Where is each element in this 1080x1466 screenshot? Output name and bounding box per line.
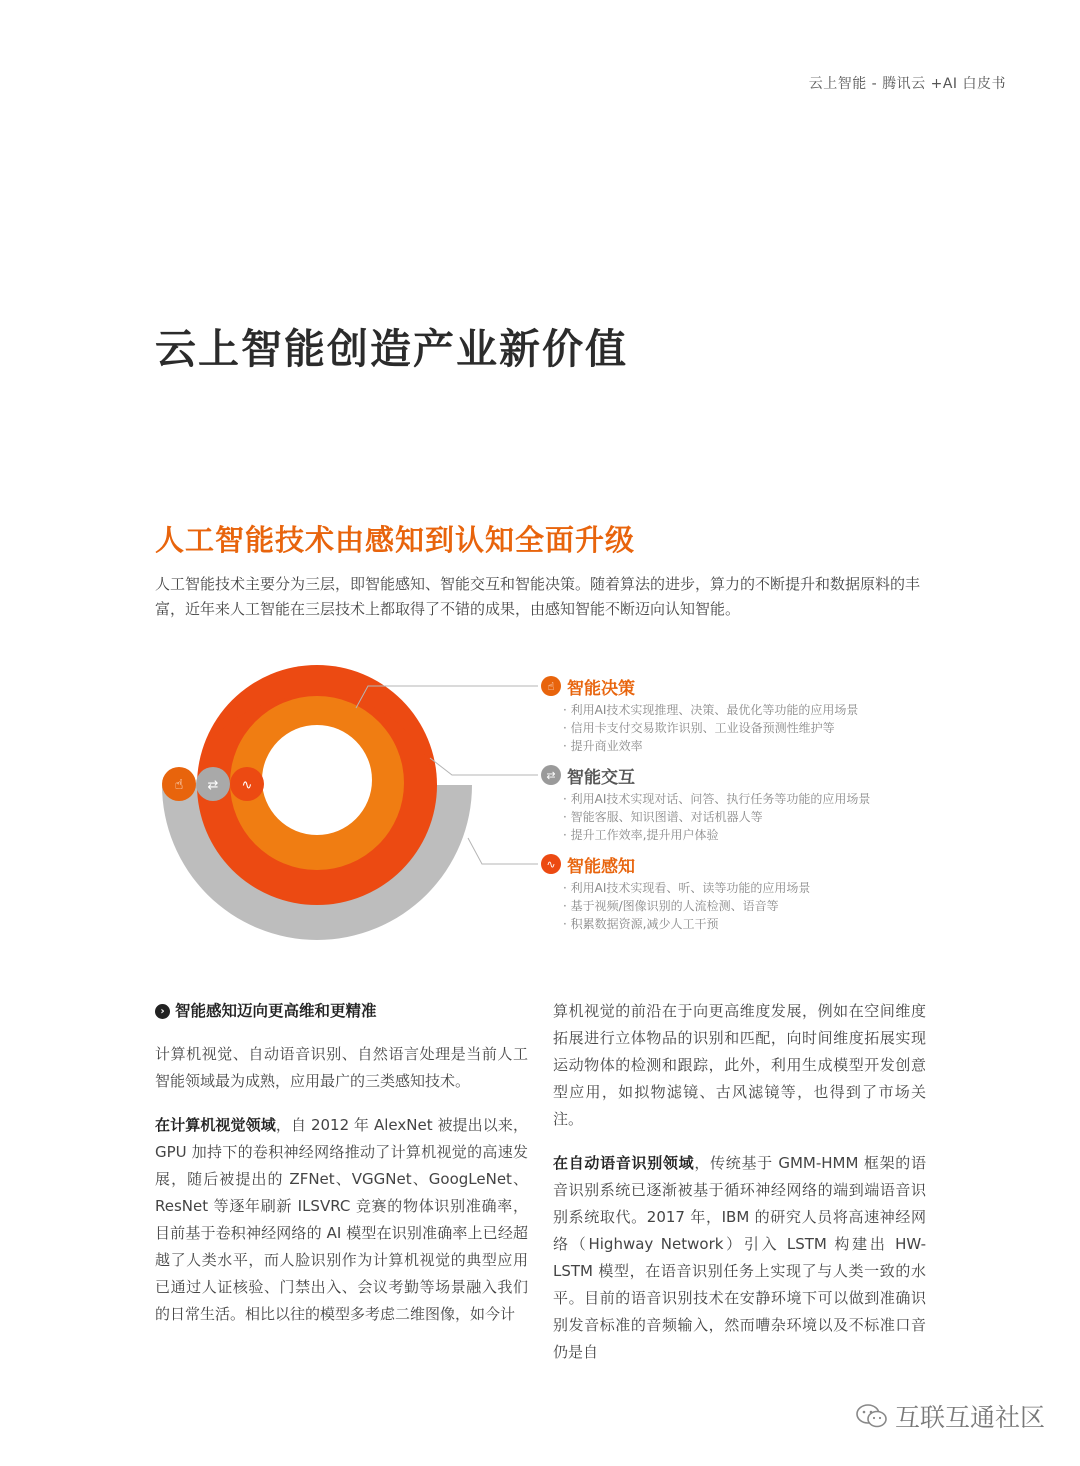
- watermark: [855, 1398, 1045, 1434]
- diagram-hole: [262, 725, 372, 835]
- chevron-right-icon: ›: [155, 1004, 170, 1019]
- bold-lead: 在自动语音识别领域: [553, 1154, 695, 1172]
- section-title: 人工智能技术由感知到认知全面升级: [155, 523, 636, 557]
- paragraph: 计算机视觉、自动语音识别、自然语言处理是当前人工智能领域最为成熟，应用最广的三类感知技术。: [155, 1045, 528, 1090]
- layer-title: 智能感知: [567, 856, 635, 877]
- subsection-title: 智能感知迈向更高维和更精准: [175, 1002, 377, 1020]
- layer-title: 智能决策: [567, 678, 635, 699]
- wechat-icon: [855, 1402, 889, 1430]
- ai-layers-diagram: [150, 655, 490, 955]
- layer-perception: [541, 851, 921, 933]
- list-item: · 智能客服、知识图谱、对话机器人等: [563, 808, 921, 826]
- list-item: · 利用AI技术实现对话、问答、执行任务等功能的应用场景: [563, 790, 921, 808]
- exchange-icon: ⇄: [541, 765, 561, 785]
- paragraph: 在计算机视觉领域，自 2012 年 AlexNet 被提出以来，GPU 加持下的卷积神经网络推动了计算机视觉的高速发展，随后被提出的 ZFNet、VGGNet、GoogLeNet、ResNet 等逐年刷新 ILSVRC 竞赛的物体识别准确率，目前基于卷积神经网络的 AI 模型在识别准确率上已经超越了人类水平，而人脸识别作为计算机视觉的典型应用已通过人证核验、门禁出入、会议考勤等场景融入我们的日常生活。相比以往的模型多考虑二维图像，如今计: [155, 1116, 528, 1323]
- layer-decision: [541, 673, 921, 755]
- svg-text:☝: ☝: [174, 777, 184, 793]
- left-column: [155, 998, 528, 1345]
- paragraph: 算机视觉的前沿在于向更高维度发展，例如在空间维度拓展进行立体物品的识别和匹配，向时间维度拓展实现运动物体的检测和跟踪，此外，利用生成模型开发创意型应用，如拟物滤镜、古风滤镜等，也得到了市场关注。: [553, 1002, 926, 1128]
- list-item: · 基于视频/图像识别的人流检测、语音等: [563, 897, 921, 915]
- watermark-text: 互联互通社区: [894, 1403, 1045, 1432]
- list-item: · 提升商业效率: [563, 737, 921, 755]
- bold-lead: 在计算机视觉领域: [155, 1116, 276, 1134]
- layer-interaction: [541, 762, 921, 844]
- waveform-icon: ∿: [541, 854, 561, 874]
- running-header: 云上智能 - 腾讯云 +AI 白皮书: [808, 76, 1006, 92]
- svg-text:∿: ∿: [241, 778, 253, 793]
- page-title: 云上智能创造产业新价值: [155, 325, 628, 373]
- list-item: · 提升工作效率,提升用户体验: [563, 826, 921, 844]
- right-column: [553, 998, 926, 1383]
- list-item: · 利用AI技术实现推理、决策、最优化等功能的应用场景: [563, 701, 921, 719]
- list-item: · 积累数据资源,减少人工干预: [563, 915, 921, 933]
- layer-title: 智能交互: [567, 767, 635, 788]
- paragraph: 在自动语音识别领域，传统基于 GMM-HMM 框架的语音识别系统已逐渐被基于循环神经网络的端到端语音识别系统取代。2017 年，IBM 的研究人员将高速神经网络（Highway Network）引入 LSTM 构建出 HW-LSTM 模型，在语音识别任务上实现了与人类一致的水平。目前的语音识别技术在安静环境下可以做到准确识别发音标准的音频输入，然而嘈杂环境以及不标准口音仍是自: [553, 1154, 926, 1361]
- hand-pointer-icon: ☝: [541, 676, 561, 696]
- subsection-heading: [155, 998, 528, 1025]
- list-item: · 信用卡支付交易欺诈识别、工业设备预测性维护等: [563, 719, 921, 737]
- intro-paragraph: 人工智能技术主要分为三层，即智能感知、智能交互和智能决策。随着算法的进步，算力的不断提升和数据原料的丰富，近年来人工智能在三层技术上都取得了不错的成果，由感知智能不断迈向认知智能。: [155, 575, 921, 618]
- svg-text:⇄: ⇄: [207, 778, 219, 793]
- list-item: · 利用AI技术实现看、听、读等功能的应用场景: [563, 879, 921, 897]
